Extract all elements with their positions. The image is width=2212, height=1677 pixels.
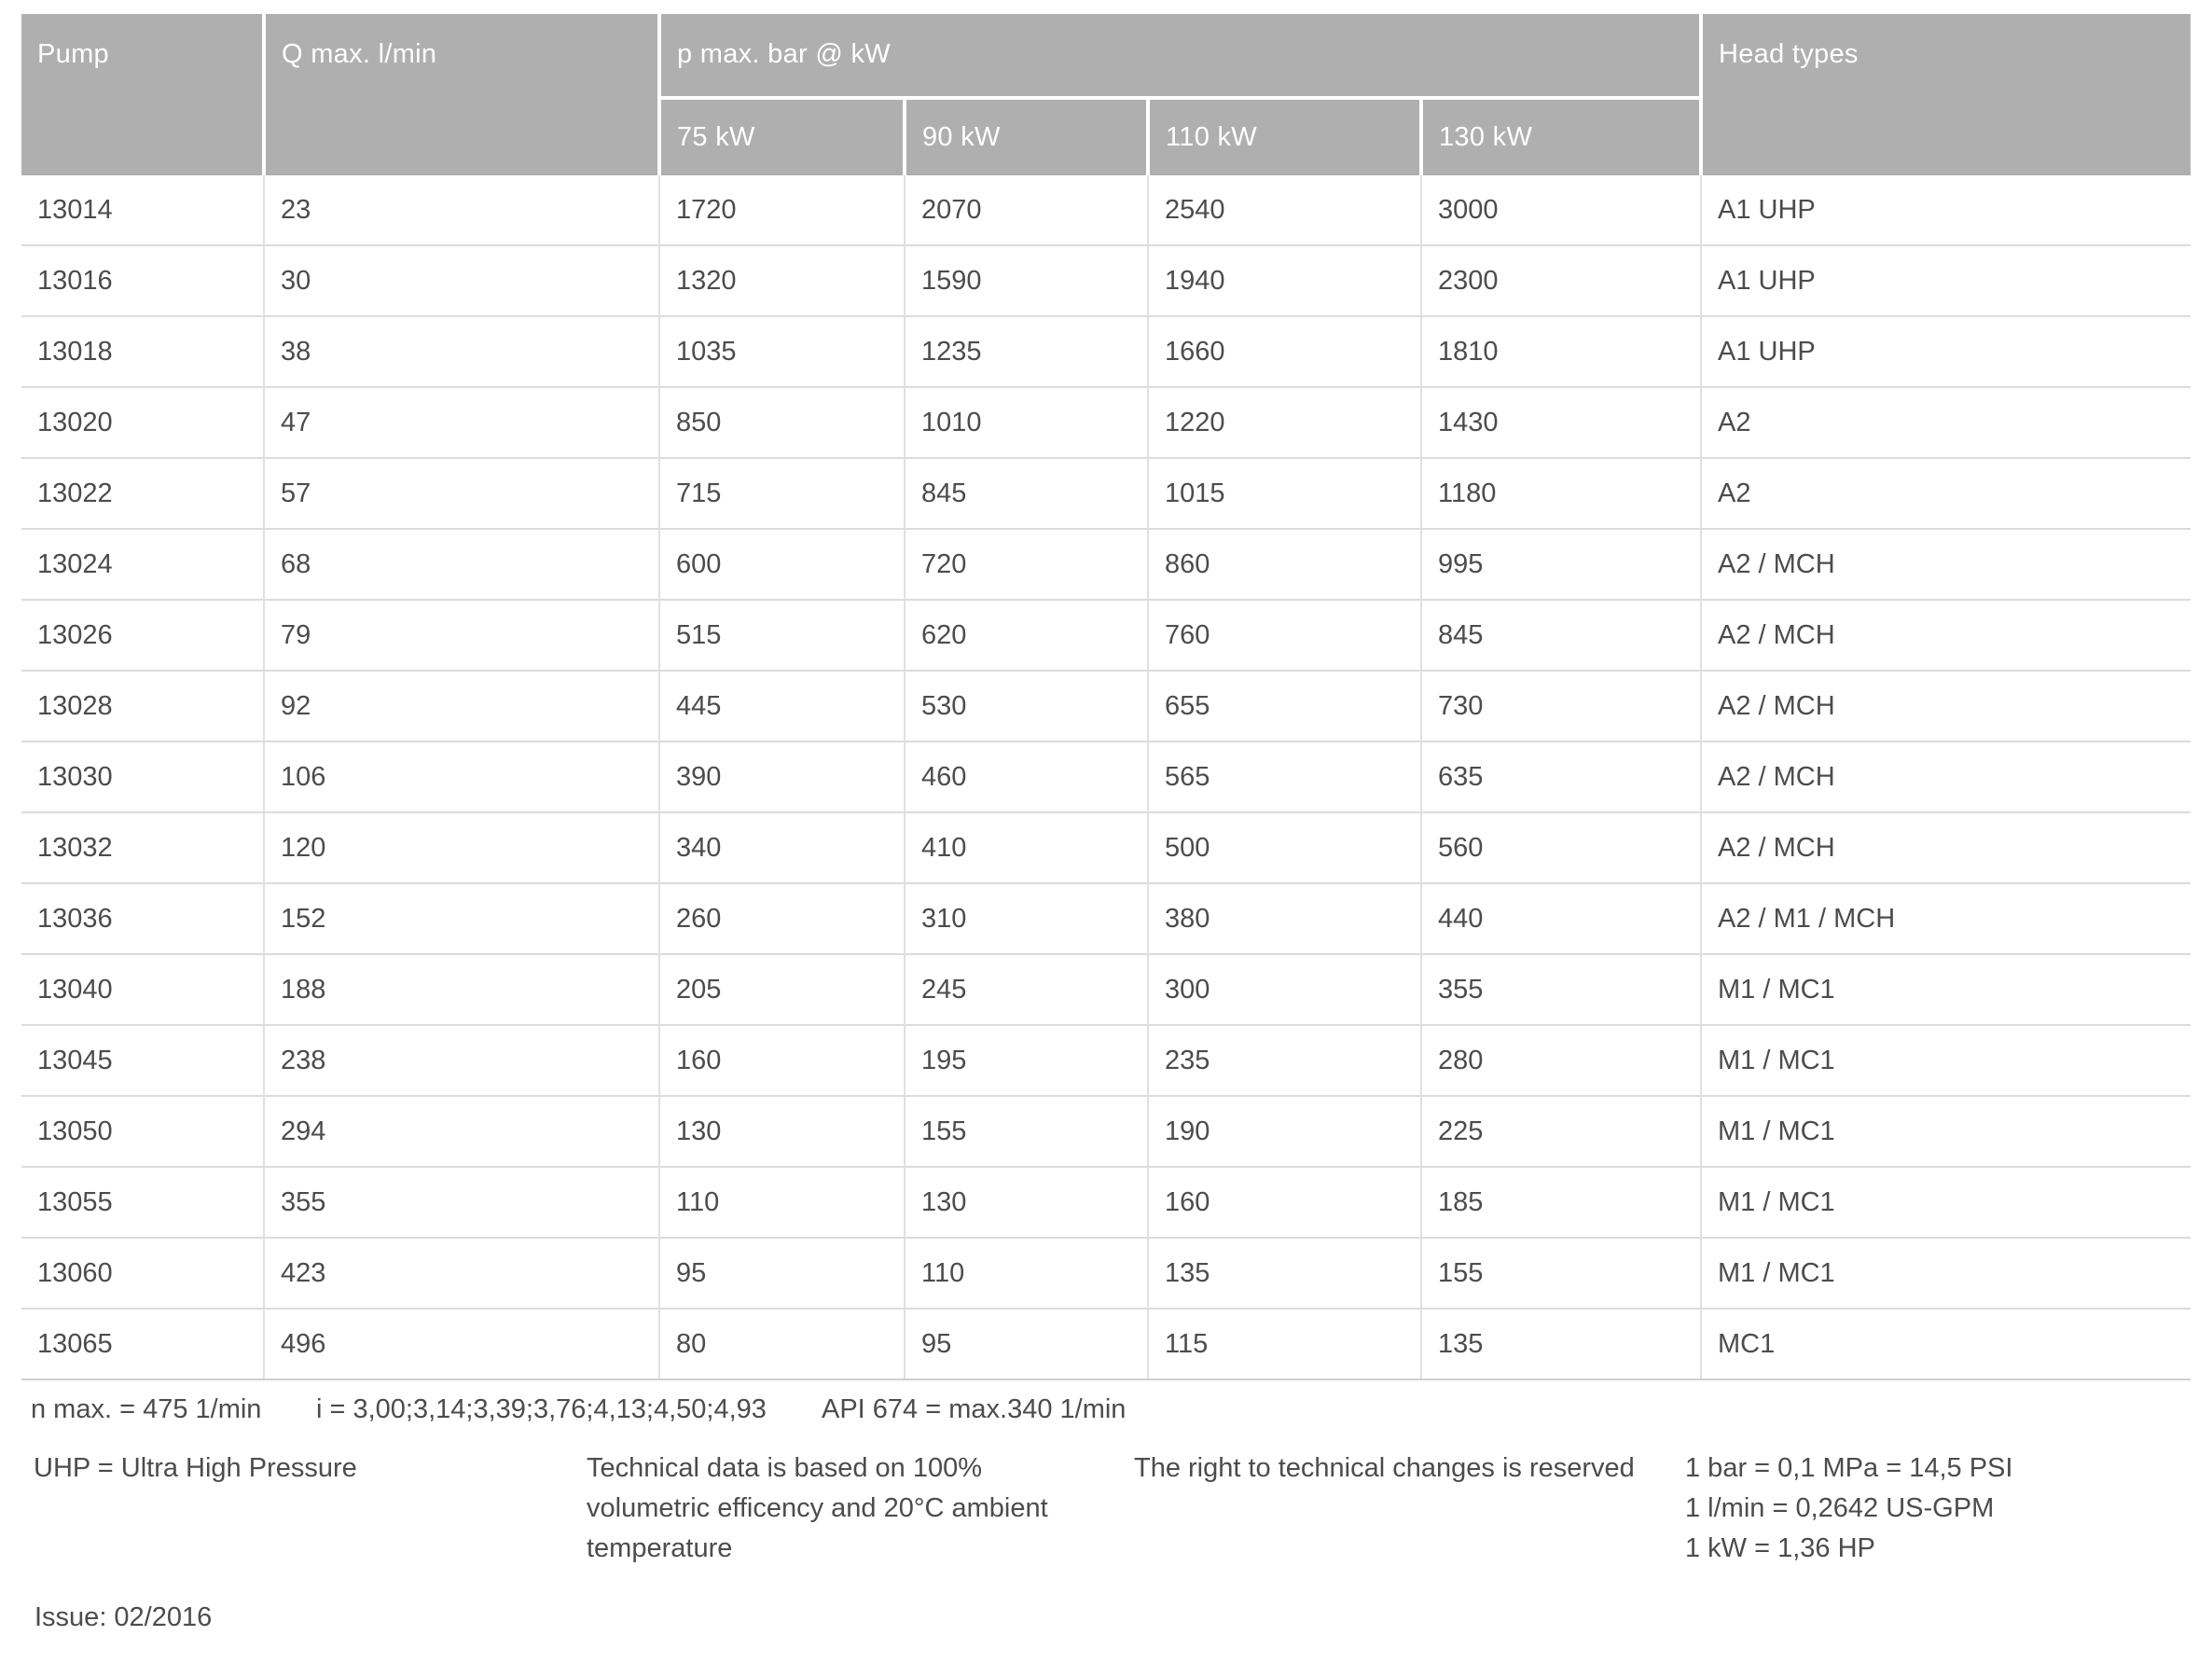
- table-row: [21, 387, 2191, 458]
- cell-p-max-90kw: 155: [905, 1096, 1148, 1167]
- cell-p-max-75kw: 445: [659, 671, 905, 741]
- cell-p-max-110kw: 1015: [1148, 458, 1421, 529]
- cell-pump-model: 13045: [21, 1025, 264, 1096]
- cell-p-max-130kw: 185: [1421, 1167, 1701, 1238]
- cell-p-max-130kw: 730: [1421, 671, 1701, 741]
- cell-p-max-75kw: 130: [659, 1096, 905, 1167]
- header-cell-130kw: 130 kW: [1421, 98, 1701, 175]
- cell-p-max-130kw: 135: [1421, 1309, 1701, 1379]
- cell-q-max: 23: [264, 175, 659, 245]
- cell-p-max-75kw: 110: [659, 1167, 905, 1238]
- cell-head-types: A1 UHP: [1701, 245, 2191, 316]
- footer-technical-line: temperature: [587, 1533, 733, 1563]
- cell-q-max: 120: [264, 812, 659, 883]
- header-cell-110kw: 110 kW: [1148, 98, 1421, 175]
- cell-p-max-75kw: 160: [659, 1025, 905, 1096]
- cell-p-max-90kw: 1235: [905, 316, 1148, 387]
- cell-p-max-75kw: 80: [659, 1309, 905, 1379]
- cell-p-max-90kw: 110: [905, 1238, 1148, 1309]
- cell-p-max-130kw: 2300: [1421, 245, 1701, 316]
- header-cell-75kw: 75 kW: [659, 98, 905, 175]
- table-row: [21, 1238, 2191, 1309]
- cell-head-types: A2 / MCH: [1701, 671, 2191, 741]
- cell-p-max-130kw: 3000: [1421, 175, 1701, 245]
- table-row: [21, 1167, 2191, 1238]
- footer-conversion-line: 1 bar = 0,1 MPa = 14,5 PSI: [1685, 1453, 2013, 1483]
- header-cell-90kw: 90 kW: [905, 98, 1148, 175]
- cell-p-max-75kw: 205: [659, 954, 905, 1025]
- cell-p-max-130kw: 155: [1421, 1238, 1701, 1309]
- cell-p-max-130kw: 635: [1421, 741, 1701, 812]
- cell-p-max-110kw: 500: [1148, 812, 1421, 883]
- cell-head-types: A2 / MCH: [1701, 812, 2191, 883]
- cell-head-types: M1 / MC1: [1701, 1167, 2191, 1238]
- cell-p-max-75kw: 515: [659, 600, 905, 671]
- issue-label: Issue: 02/2016: [35, 1602, 213, 1632]
- cell-p-max-110kw: 860: [1148, 529, 1421, 600]
- cell-p-max-110kw: 565: [1148, 741, 1421, 812]
- cell-q-max: 68: [264, 529, 659, 600]
- cell-pump-model: 13032: [21, 812, 264, 883]
- footer-rights-note: The right to technical changes is reserved: [1134, 1453, 1635, 1483]
- cell-p-max-90kw: 845: [905, 458, 1148, 529]
- table-row: [21, 175, 2191, 245]
- table-row: [21, 883, 2191, 954]
- cell-p-max-90kw: 620: [905, 600, 1148, 671]
- cell-pump-model: 13036: [21, 883, 264, 954]
- table-row: [21, 245, 2191, 316]
- cell-pump-model: 13065: [21, 1309, 264, 1379]
- table-row: [21, 600, 2191, 671]
- cell-head-types: A2 / MCH: [1701, 600, 2191, 671]
- cell-p-max-110kw: 160: [1148, 1167, 1421, 1238]
- cell-pump-model: 13020: [21, 387, 264, 458]
- footer-notes: [21, 1448, 2191, 1569]
- cell-head-types: M1 / MC1: [1701, 1096, 2191, 1167]
- cell-pump-model: 13030: [21, 741, 264, 812]
- cell-q-max: 355: [264, 1167, 659, 1238]
- cell-pump-model: 13028: [21, 671, 264, 741]
- cell-head-types: M1 / MC1: [1701, 954, 2191, 1025]
- note-gear-ratios: i = 3,00;3,14;3,39;3,76;4,13;4,50;4,93: [316, 1394, 767, 1424]
- cell-p-max-75kw: 95: [659, 1238, 905, 1309]
- cell-p-max-110kw: 1940: [1148, 245, 1421, 316]
- cell-pump-model: 13026: [21, 600, 264, 671]
- cell-p-max-90kw: 245: [905, 954, 1148, 1025]
- cell-p-max-90kw: 195: [905, 1025, 1148, 1096]
- table-row: [21, 741, 2191, 812]
- cell-p-max-110kw: 1660: [1148, 316, 1421, 387]
- cell-head-types: M1 / MC1: [1701, 1238, 2191, 1309]
- footer-technical-line: Technical data is based on 100%: [587, 1453, 983, 1483]
- cell-p-max-90kw: 95: [905, 1309, 1148, 1379]
- table-row: [21, 812, 2191, 883]
- cell-p-max-130kw: 440: [1421, 883, 1701, 954]
- cell-pump-model: 13060: [21, 1238, 264, 1309]
- table-row: [21, 671, 2191, 741]
- cell-pump-model: 13040: [21, 954, 264, 1025]
- cell-pump-model: 13018: [21, 316, 264, 387]
- cell-q-max: 496: [264, 1309, 659, 1379]
- footer-uhp-definition: UHP = Ultra High Pressure: [34, 1453, 357, 1483]
- cell-p-max-90kw: 310: [905, 883, 1148, 954]
- cell-p-max-90kw: 460: [905, 741, 1148, 812]
- header-cell-pmax-group: p max. bar @ kW: [659, 14, 1701, 98]
- cell-p-max-130kw: 1180: [1421, 458, 1701, 529]
- cell-q-max: 423: [264, 1238, 659, 1309]
- table-row: [21, 316, 2191, 387]
- cell-p-max-110kw: 760: [1148, 600, 1421, 671]
- header-cell-head-types: Head types: [1701, 14, 2191, 175]
- cell-head-types: A2: [1701, 387, 2191, 458]
- cell-p-max-110kw: 190: [1148, 1096, 1421, 1167]
- cell-q-max: 30: [264, 245, 659, 316]
- cell-q-max: 106: [264, 741, 659, 812]
- pump-spec-table: [21, 14, 2191, 1380]
- cell-head-types: A2 / M1 / MCH: [1701, 883, 2191, 954]
- cell-p-max-90kw: 410: [905, 812, 1148, 883]
- cell-p-max-75kw: 390: [659, 741, 905, 812]
- footer-conversion-line: 1 kW = 1,36 HP: [1685, 1533, 1875, 1563]
- table-row: [21, 1025, 2191, 1096]
- cell-p-max-130kw: 1430: [1421, 387, 1701, 458]
- cell-p-max-130kw: 225: [1421, 1096, 1701, 1167]
- cell-q-max: 238: [264, 1025, 659, 1096]
- cell-q-max: 152: [264, 883, 659, 954]
- cell-p-max-130kw: 355: [1421, 954, 1701, 1025]
- cell-p-max-110kw: 1220: [1148, 387, 1421, 458]
- cell-head-types: A1 UHP: [1701, 316, 2191, 387]
- cell-head-types: MC1: [1701, 1309, 2191, 1379]
- cell-p-max-130kw: 995: [1421, 529, 1701, 600]
- table-row: [21, 529, 2191, 600]
- cell-pump-model: 13050: [21, 1096, 264, 1167]
- cell-p-max-75kw: 340: [659, 812, 905, 883]
- cell-p-max-110kw: 235: [1148, 1025, 1421, 1096]
- cell-p-max-75kw: 1035: [659, 316, 905, 387]
- header-row-main: [21, 14, 2191, 98]
- cell-p-max-90kw: 1590: [905, 245, 1148, 316]
- cell-p-max-130kw: 560: [1421, 812, 1701, 883]
- cell-p-max-110kw: 655: [1148, 671, 1421, 741]
- cell-head-types: A2 / MCH: [1701, 529, 2191, 600]
- note-api-674: API 674 = max.340 1/min: [822, 1394, 1127, 1424]
- cell-p-max-75kw: 600: [659, 529, 905, 600]
- table-row: [21, 1309, 2191, 1379]
- cell-pump-model: 13055: [21, 1167, 264, 1238]
- cell-head-types: A1 UHP: [1718, 194, 1816, 225]
- cell-p-max-110kw: 380: [1148, 883, 1421, 954]
- cell-p-max-90kw: 2070: [905, 175, 1148, 245]
- cell-pump-model: 13024: [21, 529, 264, 600]
- cell-p-max-110kw: 135: [1148, 1238, 1421, 1309]
- table-row: [21, 458, 2191, 529]
- cell-p-max-75kw: 1320: [659, 245, 905, 316]
- cell-q-max: 188: [264, 954, 659, 1025]
- notes-line: [21, 1394, 2191, 1428]
- footer-unit-conversions: [1685, 1448, 2012, 1569]
- cell-p-max-90kw: 530: [905, 671, 1148, 741]
- cell-pump-model: 13016: [21, 245, 264, 316]
- cell-p-max-90kw: 720: [905, 529, 1148, 600]
- table-header: [21, 14, 2191, 175]
- cell-p-max-110kw: 2540: [1148, 175, 1421, 245]
- table-row: [21, 954, 2191, 1025]
- cell-q-max: 47: [264, 387, 659, 458]
- note-n-max: n max. = 475 1/min: [31, 1394, 262, 1424]
- cell-q-max: 79: [264, 600, 659, 671]
- cell-p-max-130kw: 280: [1421, 1025, 1701, 1096]
- cell-q-max: 294: [264, 1096, 659, 1167]
- cell-p-max-130kw: 1810: [1421, 316, 1701, 387]
- table-body: [21, 175, 2191, 1379]
- header-cell-qmax: Q max. l/min: [264, 14, 659, 175]
- cell-p-max-75kw: 1720: [659, 175, 905, 245]
- cell-p-max-75kw: 850: [659, 387, 905, 458]
- table-row: [21, 1096, 2191, 1167]
- cell-q-max: 92: [264, 671, 659, 741]
- cell-p-max-130kw: 845: [1421, 600, 1701, 671]
- cell-pump-model: 13022: [21, 458, 264, 529]
- footer-conversion-line: 1 l/min = 0,2642 US-GPM: [1685, 1493, 1995, 1523]
- cell-p-max-90kw: 130: [905, 1167, 1148, 1238]
- cell-p-max-110kw: 300: [1148, 954, 1421, 1025]
- cell-p-max-75kw: 715: [659, 458, 905, 529]
- footer-technical-line: volumetric efficency and 20°C ambient: [587, 1493, 1048, 1523]
- footer-technical-note: [587, 1448, 1048, 1569]
- cell-pump-model: 13014: [21, 175, 264, 245]
- cell-head-types: A2 / MCH: [1701, 741, 2191, 812]
- header-cell-pump: Pump: [21, 14, 264, 175]
- cell-p-max-110kw: 115: [1148, 1309, 1421, 1379]
- cell-q-max: 38: [264, 316, 659, 387]
- cell-p-max-75kw: 260: [659, 883, 905, 954]
- cell-q-max: 57: [264, 458, 659, 529]
- cell-head-types: M1 / MC1: [1701, 1025, 2191, 1096]
- cell-p-max-90kw: 1010: [905, 387, 1148, 458]
- cell-head-types: A2: [1701, 458, 2191, 529]
